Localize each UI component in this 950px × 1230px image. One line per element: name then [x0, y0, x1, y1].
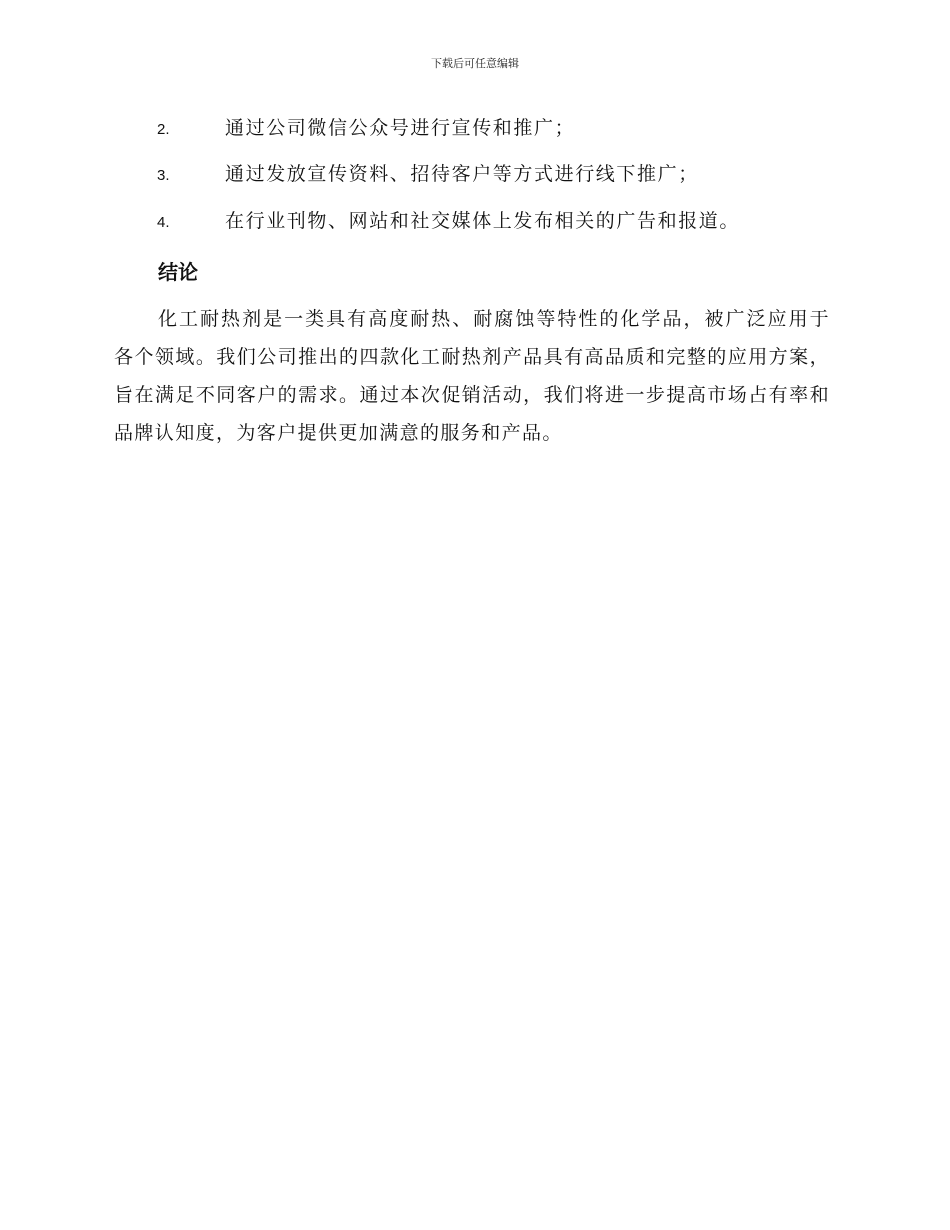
- list-text: 在行业刊物、网站和社交媒体上发布相关的广告和报道。: [225, 210, 741, 232]
- list-item: [157, 116, 575, 140]
- list-number: 2.: [157, 121, 170, 138]
- conclusion-paragraph: 化工耐热剂是一类具有高度耐热、耐腐蚀等特性的化学品，被广泛应用于各个领域。我们公司推出的四款化工耐热剂产品具有高品质和完整的应用方案，旨在满足不同客户的需求。通过本次促销活动，我们将进一步提高市场占有率和品牌认知度，为客户提供更加满意的服务和产品。: [114, 308, 830, 444]
- page-header: 下载后可任意编辑: [431, 57, 519, 70]
- list-number: 3.: [157, 167, 170, 184]
- list-number: 4.: [157, 214, 170, 231]
- list-item: [157, 209, 740, 233]
- list-text: 通过发放宣传资料、招待客户等方式进行线下推广；: [225, 163, 699, 185]
- list-item: [157, 162, 699, 186]
- list-text: 通过公司微信公众号进行宣传和推广；: [225, 117, 576, 139]
- section-title-conclusion: 结论: [158, 260, 198, 284]
